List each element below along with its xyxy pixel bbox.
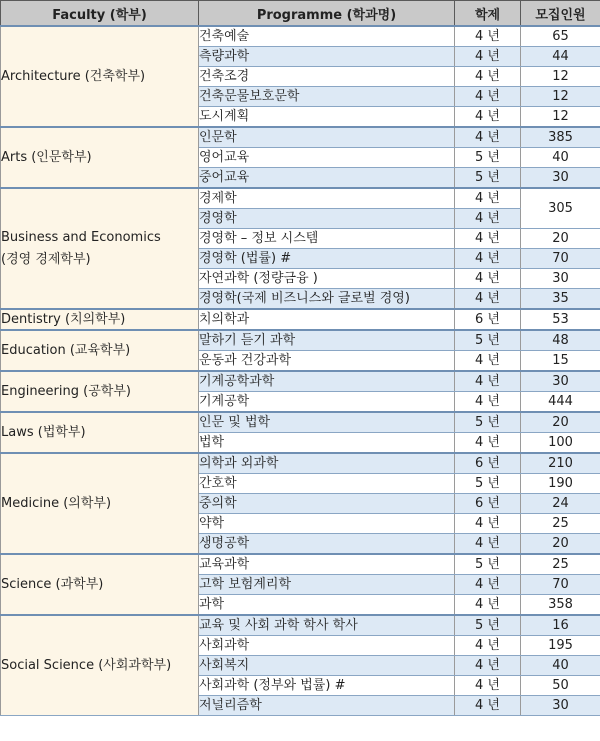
faculty-cell bbox=[1, 615, 199, 716]
programme-cell: 운동과 건강과학 bbox=[199, 351, 455, 372]
duration-cell: 4 년 bbox=[455, 656, 521, 676]
faculty-label: Science (과학부) bbox=[1, 576, 104, 592]
capacity-cell: 210 bbox=[521, 453, 600, 474]
faculty-label: (경영 경제학부) bbox=[1, 251, 91, 267]
duration-cell: 6 년 bbox=[455, 494, 521, 514]
table-row bbox=[1, 554, 600, 575]
capacity-cell: 16 bbox=[521, 615, 600, 636]
capacity-cell: 35 bbox=[521, 289, 600, 310]
duration-cell: 5 년 bbox=[455, 168, 521, 189]
capacity-cell: 53 bbox=[521, 309, 600, 330]
programme-cell: 영어교육 bbox=[199, 148, 455, 168]
capacity-cell: 30 bbox=[521, 168, 600, 189]
capacity-cell: 40 bbox=[521, 148, 600, 168]
faculty-label: Dentistry (치의학부) bbox=[1, 311, 126, 327]
table-row bbox=[1, 26, 600, 47]
duration-cell: 4 년 bbox=[455, 433, 521, 454]
table-row bbox=[1, 188, 600, 209]
duration-cell: 4 년 bbox=[455, 127, 521, 148]
capacity-cell: 20 bbox=[521, 412, 600, 433]
duration-cell: 4 년 bbox=[455, 575, 521, 595]
duration-cell: 4 년 bbox=[455, 249, 521, 269]
capacity-cell: 15 bbox=[521, 351, 600, 372]
capacity-cell: 40 bbox=[521, 656, 600, 676]
programme-cell: 기계공학과학 bbox=[199, 371, 455, 392]
programme-cell: 약학 bbox=[199, 514, 455, 534]
programme-cell: 법학 bbox=[199, 433, 455, 454]
programme-cell: 경영학 – 정보 시스템 bbox=[199, 229, 455, 249]
duration-cell: 4 년 bbox=[455, 47, 521, 67]
capacity-cell: 190 bbox=[521, 474, 600, 494]
programme-cell: 사회복지 bbox=[199, 656, 455, 676]
capacity-cell: 12 bbox=[521, 107, 600, 128]
capacity-cell: 100 bbox=[521, 433, 600, 454]
programme-cell: 건축예술 bbox=[199, 26, 455, 47]
duration-cell: 5 년 bbox=[455, 330, 521, 351]
faculty-cell bbox=[1, 188, 199, 309]
duration-cell: 5 년 bbox=[455, 148, 521, 168]
programme-cell: 고학 보험계리학 bbox=[199, 575, 455, 595]
programme-cell: 기계공학 bbox=[199, 392, 455, 413]
programme-cell: 도시계획 bbox=[199, 107, 455, 128]
duration-cell: 6 년 bbox=[455, 309, 521, 330]
duration-cell: 4 년 bbox=[455, 351, 521, 372]
header-capacity: 모집인원 bbox=[521, 1, 600, 27]
programme-cell: 경영학 (법률) # bbox=[199, 249, 455, 269]
programme-cell: 교육 및 사회 과학 학사 학사 bbox=[199, 615, 455, 636]
faculty-label: Laws (법학부) bbox=[1, 424, 86, 440]
capacity-cell: 195 bbox=[521, 636, 600, 656]
table-body bbox=[1, 26, 600, 716]
capacity-cell: 30 bbox=[521, 371, 600, 392]
header-faculty: Faculty (학부) bbox=[1, 1, 199, 27]
programme-cell: 측량과학 bbox=[199, 47, 455, 67]
capacity-cell: 30 bbox=[521, 269, 600, 289]
faculty-cell bbox=[1, 453, 199, 554]
duration-cell: 4 년 bbox=[455, 371, 521, 392]
programme-cell: 의학과 외과학 bbox=[199, 453, 455, 474]
duration-cell: 4 년 bbox=[455, 392, 521, 413]
faculty-label: Medicine (의학부) bbox=[1, 495, 112, 511]
faculty-label: Business and Economics bbox=[1, 229, 161, 245]
capacity-cell: 385 bbox=[521, 127, 600, 148]
programme-cell: 과학 bbox=[199, 595, 455, 616]
programme-cell: 인문 및 법학 bbox=[199, 412, 455, 433]
capacity-cell: 12 bbox=[521, 67, 600, 87]
duration-cell: 4 년 bbox=[455, 209, 521, 229]
faculty-cell bbox=[1, 330, 199, 371]
duration-cell: 4 년 bbox=[455, 229, 521, 249]
duration-cell: 5 년 bbox=[455, 474, 521, 494]
duration-cell: 5 년 bbox=[455, 615, 521, 636]
duration-cell: 4 년 bbox=[455, 107, 521, 128]
capacity-cell: 12 bbox=[521, 87, 600, 107]
table-row bbox=[1, 309, 600, 330]
faculty-cell bbox=[1, 127, 199, 188]
faculty-cell bbox=[1, 412, 199, 453]
programme-cell: 저널리즘학 bbox=[199, 696, 455, 716]
duration-cell: 4 년 bbox=[455, 696, 521, 716]
capacity-cell: 48 bbox=[521, 330, 600, 351]
duration-cell: 4 년 bbox=[455, 534, 521, 555]
capacity-cell: 20 bbox=[521, 534, 600, 555]
header-row bbox=[1, 1, 600, 27]
programme-cell: 건축조경 bbox=[199, 67, 455, 87]
table-row bbox=[1, 412, 600, 433]
capacity-cell: 24 bbox=[521, 494, 600, 514]
capacity-cell: 25 bbox=[521, 514, 600, 534]
table-row bbox=[1, 127, 600, 148]
programme-cell: 치의학과 bbox=[199, 309, 455, 330]
capacity-cell: 358 bbox=[521, 595, 600, 616]
capacity-cell: 305 bbox=[521, 188, 600, 229]
capacity-cell: 25 bbox=[521, 554, 600, 575]
capacity-cell: 50 bbox=[521, 676, 600, 696]
faculty-label: Arts (인문학부) bbox=[1, 149, 92, 165]
duration-cell: 4 년 bbox=[455, 188, 521, 209]
header-programme: Programme (학과명) bbox=[199, 1, 455, 27]
faculty-label: Education (교육학부) bbox=[1, 342, 131, 358]
programme-cell: 사회과학 (정부와 법률) # bbox=[199, 676, 455, 696]
duration-cell: 4 년 bbox=[455, 289, 521, 310]
faculty-cell bbox=[1, 309, 199, 330]
capacity-cell: 65 bbox=[521, 26, 600, 47]
table-row bbox=[1, 371, 600, 392]
programme-cell: 건축문물보호문학 bbox=[199, 87, 455, 107]
duration-cell: 5 년 bbox=[455, 554, 521, 575]
faculty-cell bbox=[1, 554, 199, 615]
table-row bbox=[1, 330, 600, 351]
programme-cell: 교육과학 bbox=[199, 554, 455, 575]
programme-cell: 자연과학 (정량금융 ) bbox=[199, 269, 455, 289]
programme-cell: 인문학 bbox=[199, 127, 455, 148]
capacity-cell: 444 bbox=[521, 392, 600, 413]
capacity-cell: 70 bbox=[521, 575, 600, 595]
duration-cell: 4 년 bbox=[455, 67, 521, 87]
capacity-cell: 44 bbox=[521, 47, 600, 67]
duration-cell: 4 년 bbox=[455, 676, 521, 696]
programme-cell: 경제학 bbox=[199, 188, 455, 209]
programme-cell: 말하기 듣기 과학 bbox=[199, 330, 455, 351]
duration-cell: 4 년 bbox=[455, 269, 521, 289]
capacity-cell: 70 bbox=[521, 249, 600, 269]
header-duration: 학제 bbox=[455, 1, 521, 27]
programme-cell: 간호학 bbox=[199, 474, 455, 494]
programme-cell: 생명공학 bbox=[199, 534, 455, 555]
faculty-cell bbox=[1, 26, 199, 127]
duration-cell: 5 년 bbox=[455, 412, 521, 433]
capacity-cell: 20 bbox=[521, 229, 600, 249]
table-row bbox=[1, 615, 600, 636]
capacity-cell: 30 bbox=[521, 696, 600, 716]
programme-cell: 중의학 bbox=[199, 494, 455, 514]
duration-cell: 4 년 bbox=[455, 595, 521, 616]
duration-cell: 6 년 bbox=[455, 453, 521, 474]
programme-cell: 경영학(국제 비즈니스와 글로벌 경영) bbox=[199, 289, 455, 310]
faculty-cell bbox=[1, 371, 199, 412]
programme-cell: 사회과학 bbox=[199, 636, 455, 656]
faculty-label: Architecture (건축학부) bbox=[1, 68, 146, 84]
programme-cell: 중어교육 bbox=[199, 168, 455, 189]
duration-cell: 4 년 bbox=[455, 636, 521, 656]
duration-cell: 4 년 bbox=[455, 26, 521, 47]
duration-cell: 4 년 bbox=[455, 87, 521, 107]
faculty-label: Engineering (공학부) bbox=[1, 383, 131, 399]
duration-cell: 4 년 bbox=[455, 514, 521, 534]
faculty-label: Social Science (사회과학부) bbox=[1, 657, 172, 673]
table-row bbox=[1, 453, 600, 474]
programme-cell: 경영학 bbox=[199, 209, 455, 229]
